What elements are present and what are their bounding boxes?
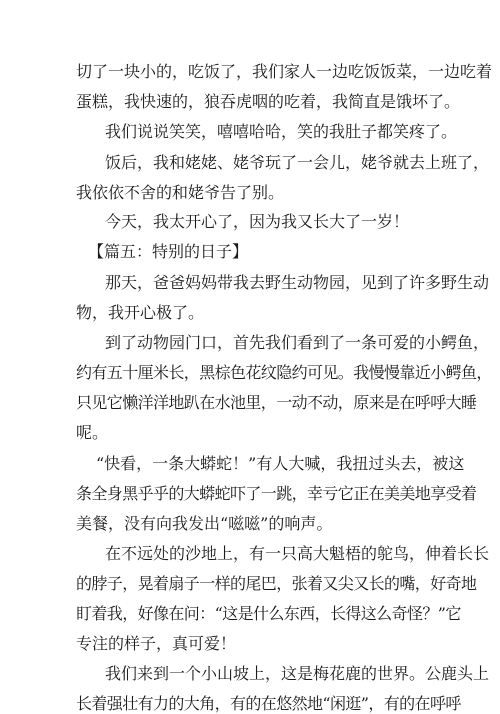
text-line: 到了动物园门口，首先我们看到了一条可爱的小鳄鱼， [105, 333, 490, 352]
text-line: “快看，一条大蟒蛇！”有人大喊，我扭过头去，被这 [96, 454, 465, 473]
text-line: 的脖子，晃着扇子一样的尾巴，张着又尖又长的嘴，好奇地 [76, 574, 477, 593]
text-line: 条全身黑乎乎的大蟒蛇吓了一跳，幸亏它正在美美地享受着 [76, 484, 477, 503]
text-line: 在不远处的沙地上，有一只高大魁梧的鸵鸟，伸着长长 [105, 544, 490, 563]
text-line: 只见它懒洋洋地趴在水池里，一动不动，原来是在呼呼大睡 [76, 393, 477, 412]
text-line: 蛋糕，我快速的，狼吞虎咽的吃着，我简直是饿坏了。 [76, 92, 461, 111]
text-line: 物，我开心极了。 [76, 303, 205, 322]
text-line: 约有五十厘米长，黑棕色花纹隐约可见。我慢慢靠近小鳄鱼， [76, 363, 492, 382]
text-line: 饭后，我和姥姥、姥爷玩了一会儿，姥爷就去上班了， [105, 153, 490, 172]
text-line: 切了一块小的，吃饭了，我们家人一边吃饭饭菜，一边吃着 [76, 62, 493, 81]
text-line: 长着强壮有力的大角，有的在悠然地“闲逛”，有的在呼呼 [76, 694, 461, 713]
text-line: 那天，爸爸妈妈带我去野生动物园，见到了许多野生动 [105, 273, 490, 292]
section-heading: 【篇五：特别的日子】 [88, 242, 249, 261]
text-line: 今天，我太开心了，因为我又长大了一岁！ [105, 212, 410, 231]
text-line: 美餐，没有向我发出“嗞嗞”的响声。 [76, 514, 333, 533]
text-line: 我们来到一个小山坡上，这是梅花鹿的世界。公鹿头上 [105, 664, 490, 683]
text-line: 呢。 [76, 423, 109, 442]
text-line: 我依依不舍的和姥爷告了别。 [76, 183, 285, 202]
text-line: 专注的样子，真可爱！ [76, 634, 237, 653]
text-line: 盯着我，好像在问：“这是什么东西，长得这么奇怪？”它 [76, 604, 461, 623]
text-line: 我们说说笑笑，嘻嘻哈哈，笑的我肚子都笑疼了。 [105, 122, 458, 141]
